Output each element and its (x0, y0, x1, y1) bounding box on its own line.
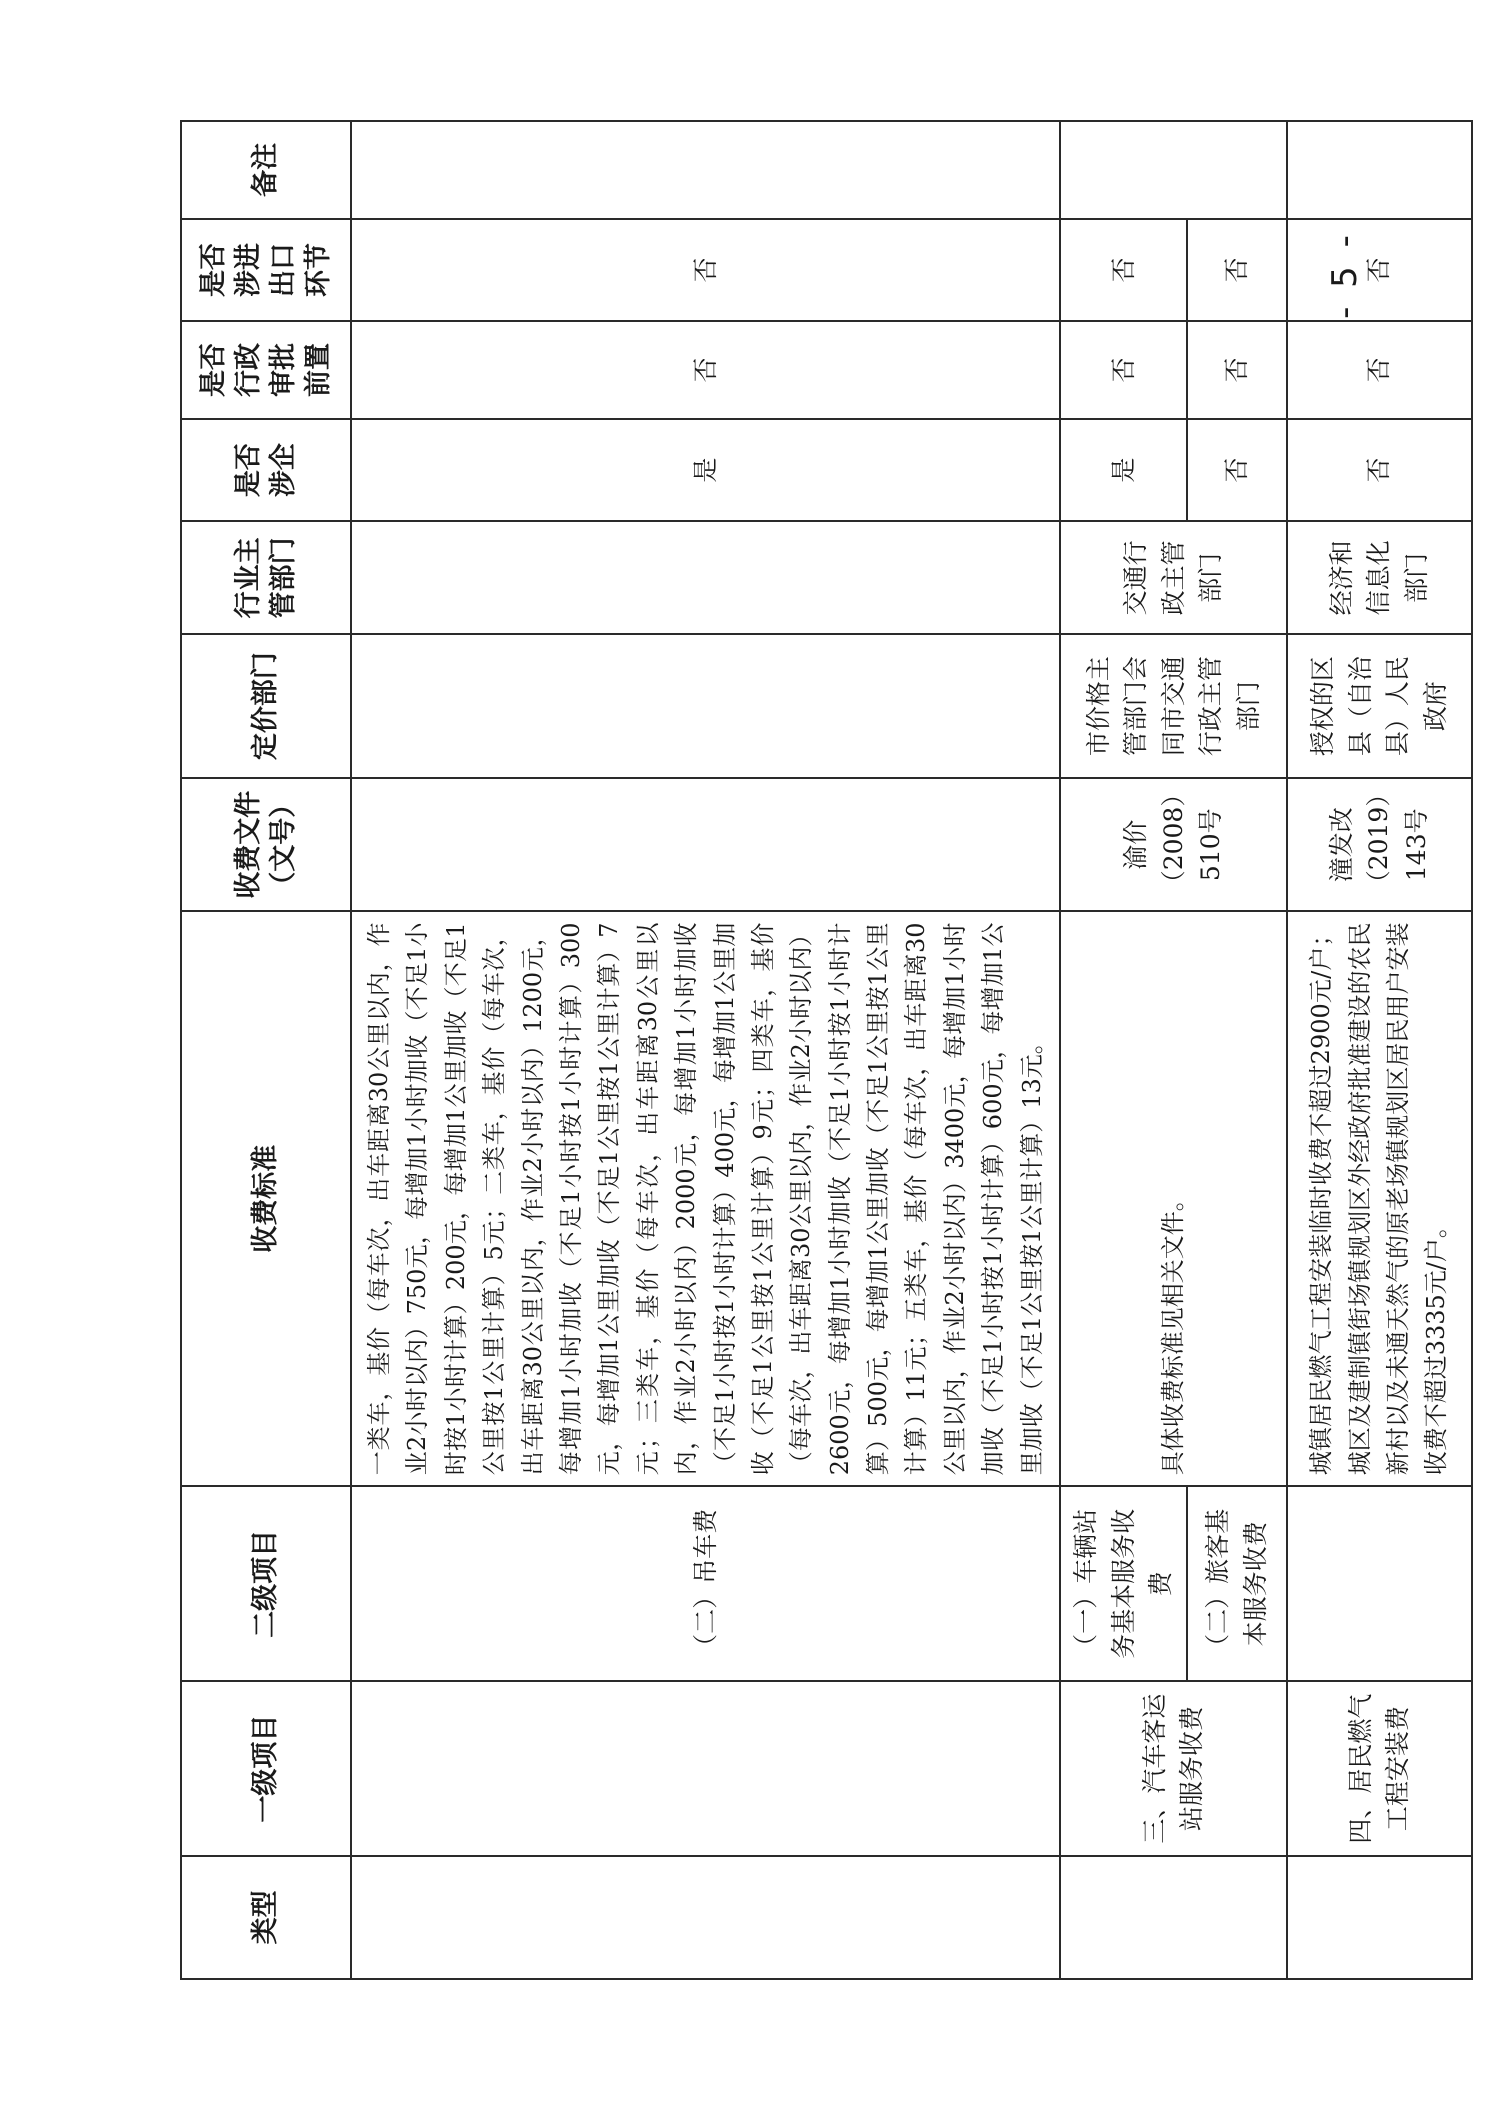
table-row (351, 121, 1060, 1979)
table-row (1287, 121, 1472, 1979)
header-remarks: 备注 (181, 121, 351, 219)
header-level2: 二级项目 (181, 1486, 351, 1681)
industry-dept-cell (351, 521, 1060, 634)
import-export-cell: 否 (1060, 219, 1187, 322)
header-level1: 一级项目 (181, 1681, 351, 1856)
header-row (181, 121, 351, 1979)
standard-cell: 具体收费标准见相关文件。 (1060, 911, 1287, 1486)
table-row (1060, 121, 1187, 1979)
header-pricing-dept: 定价部门 (181, 634, 351, 778)
type-cell (1060, 1856, 1287, 1979)
pricing-dept-cell: 市价格主管部门会同市交通行政主管部门 (1060, 634, 1287, 778)
header-admin-approval: 是否行政审批前置 (181, 321, 351, 419)
admin-approval-cell: 否 (351, 321, 1060, 419)
level1-cell (351, 1681, 1060, 1856)
header-standard: 收费标准 (181, 911, 351, 1486)
header-type: 类型 (181, 1856, 351, 1979)
pricing-dept-cell (351, 634, 1060, 778)
level1-cell: 四、居民燃气工程安装费 (1287, 1681, 1472, 1856)
doc-cell (351, 778, 1060, 911)
involves-enterprise-cell: 否 (1187, 419, 1287, 522)
rotated-page (180, 120, 1451, 1980)
standard-cell: 城镇居民燃气工程安装临时收费不超过2900元/户；城区及建制镇街场镇规划区外经政府批准建设的农民新村以及未通天然气的原老场镇规划区居民用户安装收费不超过3335元/户。 (1287, 911, 1472, 1486)
industry-dept-cell: 经济和信息化部门 (1287, 521, 1472, 634)
fee-table (180, 120, 1473, 1980)
doc-cell: 潼发改（2019）143号 (1287, 778, 1472, 911)
level2-cell: （一）车辆站务基本服务收费 (1060, 1486, 1187, 1681)
involves-enterprise-cell: 是 (1060, 419, 1187, 522)
industry-dept-cell: 交通行政主管部门 (1060, 521, 1287, 634)
import-export-cell: 否 (351, 219, 1060, 322)
admin-approval-cell: 否 (1187, 321, 1287, 419)
standard-cell: 一类车，基价（每车次，出车距离30公里以内，作业2小时以内）750元，每增加1小时加收（不足1小时按1小时计算）200元，每增加1公里加收（不足1公里按1公里计算）5元；二类车，基价（每车次，出车距离30公里以内，作业2小时以内）1200元，每增加1小时加收（不足1小时按1小时计算）300元，每增加1公里加收（不足1公里按1公里计算）7元；三类车，基价（每车次，出车距离30公里以内，作业2小时以内）2000元，每增加1小时加收（不足1小时按1小时计算）400元，每增加1公里加收（不足1公里按1公里计算）9元；四类车，基价（每车次，出车距离30公里以内，作业2小时以内）2600元，每增加1小时加收（不足1小时按1小时计算）500元，每增加1公里加收（不足1公里按1公里计算）11元；五类车，基价（每车次，出车距离30公里以内，作业2小时以内）3400元，每增加1小时加收（不足1小时按1小时计算）600元，每增加1公里加收（不足1公里按1公里计算）13元。 (351, 911, 1060, 1486)
remarks-cell (351, 121, 1060, 219)
level2-cell: （二）吊车费 (351, 1486, 1060, 1681)
pricing-dept-cell: 授权的区县（自治县）人民政府 (1287, 634, 1472, 778)
import-export-cell: 否 (1187, 219, 1287, 322)
involves-enterprise-cell: 否 (1287, 419, 1472, 522)
page-number: - 5 - (1325, 231, 1365, 319)
header-involves-enterprise: 是否涉企 (181, 419, 351, 522)
header-doc: 收费文件（文号） (181, 778, 351, 911)
type-cell (1287, 1856, 1472, 1979)
admin-approval-cell: 否 (1060, 321, 1187, 419)
remarks-cell (1060, 121, 1287, 219)
involves-enterprise-cell: 是 (351, 419, 1060, 522)
admin-approval-cell: 否 (1287, 321, 1472, 419)
level2-cell: （二）旅客基本服务收费 (1187, 1486, 1287, 1681)
header-import-export: 是否涉进出口环节 (181, 219, 351, 322)
import-export-cell: 否 (1287, 219, 1472, 322)
level2-cell (1287, 1486, 1472, 1681)
level1-cell: 三、汽车客运站服务收费 (1060, 1681, 1287, 1856)
doc-cell: 渝价（2008）510号 (1060, 778, 1287, 911)
type-cell (351, 1856, 1060, 1979)
remarks-cell (1287, 121, 1472, 219)
header-industry-dept: 行业主管部门 (181, 521, 351, 634)
